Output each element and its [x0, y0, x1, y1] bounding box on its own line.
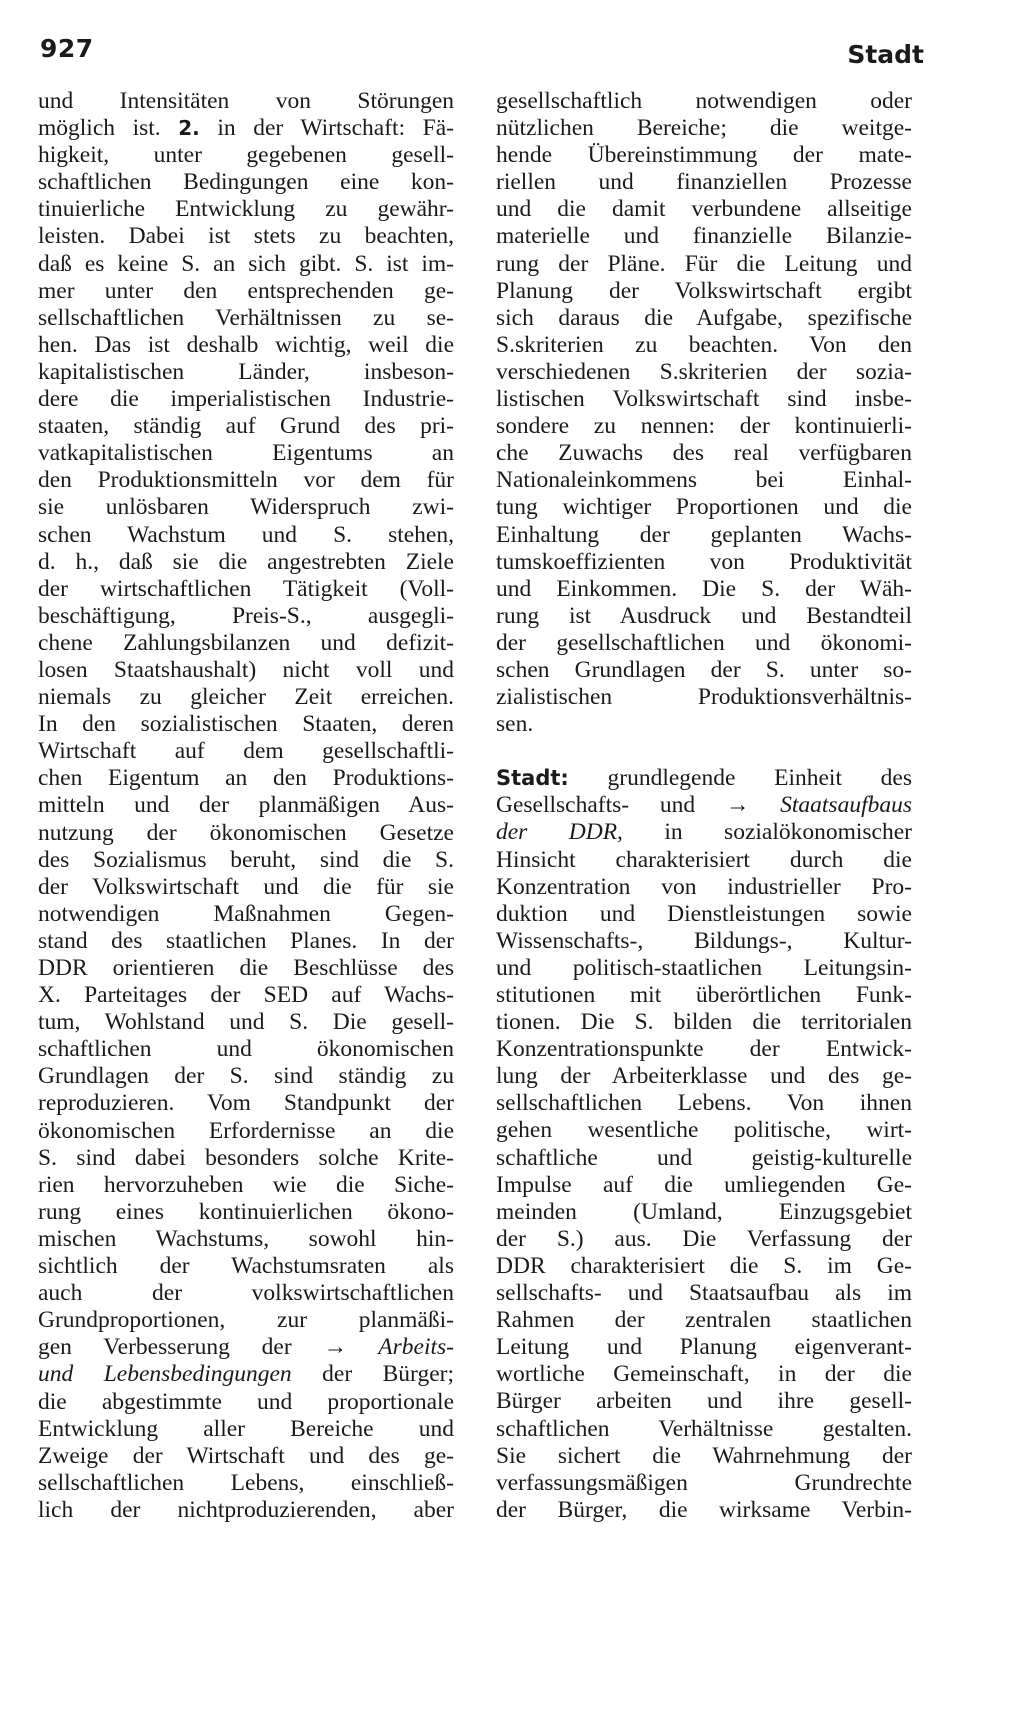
right-column: [496, 88, 912, 1524]
text-line: riellen und finanziellen Prozesse: [496, 169, 912, 196]
text-line: und die damit verbundene allseitige: [496, 196, 912, 223]
text-line: und politisch-staatlichen Leitungsin-: [496, 954, 912, 981]
text-line: [496, 792, 912, 819]
text-line: mischen Wachstums, sowohl hin-: [38, 1225, 454, 1252]
text-line: sellschaftlichen Lebens, einschließ-: [38, 1469, 454, 1496]
text-line: sie unlösbaren Widerspruch zwi-: [38, 494, 454, 521]
text-line: den Produktionsmitteln vor dem für: [38, 467, 454, 494]
text-line: zialistischen Produktionsverhältnis-: [496, 684, 912, 711]
text-line: beschäftigung, Preis-S., ausgegli-: [38, 602, 454, 629]
text-line: rien hervorzuheben wie die Siche-: [38, 1171, 454, 1198]
text-fragment: Gesellschafts- und: [496, 792, 696, 819]
text-line: auch der volkswirtschaftlichen: [38, 1280, 454, 1307]
text-line: Rahmen der zentralen staatlichen: [496, 1307, 912, 1334]
text-line: Bürger arbeiten und ihre gesell-: [496, 1388, 912, 1415]
text-fragment: möglich ist.: [38, 115, 161, 142]
running-head: Stadt: [847, 40, 924, 69]
text-line: higkeit, unter gegebenen gesell-: [38, 142, 454, 169]
text-line: listischen Volkswirtschaft sind insbe-: [496, 386, 912, 413]
text-line: S.skriterien zu beachten. Von den: [496, 331, 912, 358]
text-line: schen Grundlagen der S. unter so-: [496, 656, 912, 683]
cross-reference-link[interactable]: der DDR,: [496, 819, 623, 846]
sense-number: 2.: [178, 116, 200, 141]
text-line: DDR charakterisiert die S. im Ge-: [496, 1252, 912, 1279]
text-line: schaftlichen Bedingungen eine kon-: [38, 169, 454, 196]
text-line: der Volkswirtschaft und die für sie: [38, 873, 454, 900]
text-line: rung ist Ausdruck und Bestandteil: [496, 602, 912, 629]
page-number: 927: [40, 34, 94, 63]
text-line: schaftlichen und ökonomischen: [38, 1036, 454, 1063]
cross-reference-link[interactable]: und Lebensbedingungen: [38, 1361, 292, 1388]
text-line: mitteln und der planmäßigen Aus-: [38, 792, 454, 819]
text-line: hen. Das ist deshalb wichtig, weil die: [38, 331, 454, 358]
text-line: mer unter den entsprechenden ge-: [38, 277, 454, 304]
text-line: der wirtschaftlichen Tätigkeit (Voll-: [38, 575, 454, 602]
text-line: Wissenschafts-, Bildungs-, Kultur-: [496, 927, 912, 954]
text-line: che Zuwachs des real verfügbaren: [496, 440, 912, 467]
text-line: nutzung der ökonomischen Gesetze: [38, 819, 454, 846]
text-line: gehen wesentliche politische, wirt-: [496, 1117, 912, 1144]
text-fragment: in der Wirtschaft: Fä-: [217, 115, 454, 142]
text-line: S. sind dabei besonders solche Krite-: [38, 1144, 454, 1171]
cross-reference-link[interactable]: → Staatsaufbaus: [725, 792, 912, 819]
text-fragment: grundlegende Einheit des: [607, 765, 912, 792]
text-line: schen Wachstum und S. stehen,: [38, 521, 454, 548]
text-line: die abgestimmte und proportionale: [38, 1388, 454, 1415]
text-line: Hinsicht charakterisiert durch die: [496, 846, 912, 873]
text-line: tinuierliche Entwicklung zu gewähr-: [38, 196, 454, 223]
text-line: Leitung und Planung eigenverant-: [496, 1334, 912, 1361]
text-line: dere die imperialistischen Industrie-: [38, 386, 454, 413]
text-line: vatkapitalistischen Eigentums an: [38, 440, 454, 467]
text-line: [496, 819, 912, 846]
text-line: der Bürger, die wirksame Verbin-: [496, 1496, 912, 1523]
text-line: In den sozialistischen Staaten, deren: [38, 711, 454, 738]
text-line: tung wichtiger Proportionen und die: [496, 494, 912, 521]
text-line: sellschafts- und Staatsaufbau als im: [496, 1280, 912, 1307]
text-line: Einhaltung der geplanten Wachs-: [496, 521, 912, 548]
text-fragment: in sozialökonomischer: [664, 819, 912, 846]
text-line: des Sozialismus beruht, sind die S.: [38, 846, 454, 873]
text-line: materielle und finanzielle Bilanzie-: [496, 223, 912, 250]
text-line: [38, 115, 454, 142]
entry-headword: Stadt:: [496, 766, 569, 791]
text-line: niemals zu gleicher Zeit erreichen.: [38, 684, 454, 711]
text-line: der S.) aus. Die Verfassung der: [496, 1225, 912, 1252]
text-line: tionen. Die S. bilden die territorialen: [496, 1009, 912, 1036]
text-line: chen Eigentum an den Produktions-: [38, 765, 454, 792]
text-line: DDR orientieren die Beschlüsse des: [38, 955, 454, 981]
text-line: kapitalistischen Länder, insbeson-: [38, 358, 454, 385]
text-line: X. Parteitages der SED auf Wachs-: [38, 982, 454, 1009]
text-line: tum, Wohlstand und S. Die gesell-: [38, 1009, 454, 1036]
text-line: schaftliche und geistig-kulturelle: [496, 1144, 912, 1171]
text-line: sellschaftlichen Verhältnissen zu se-: [38, 304, 454, 331]
text-line: d. h., daß sie die angestrebten Ziele: [38, 548, 454, 575]
text-line: rung der Pläne. Für die Leitung und: [496, 250, 912, 277]
text-line: stitutionen mit überörtlichen Funk-: [496, 982, 912, 1008]
text-line: Konzentrationspunkte der Entwick-: [496, 1036, 912, 1063]
entry-separator: [496, 738, 912, 765]
text-line: duktion und Dienstleistungen sowie: [496, 900, 912, 927]
text-line: und Intensitäten von Störungen: [38, 88, 454, 114]
text-line: Grundproportionen, zur planmäßi-: [38, 1307, 454, 1334]
text-line: ökonomischen Erfordernisse an die: [38, 1117, 454, 1144]
text-line: Zweige der Wirtschaft und des ge-: [38, 1442, 454, 1469]
text-line: nützlichen Bereiche; die weitge-: [496, 115, 912, 142]
text-line: Wirtschaft auf dem gesellschaftli-: [38, 738, 454, 765]
text-line: meinden (Umland, Einzugsgebiet: [496, 1198, 912, 1225]
text-line: hende Übereinstimmung der mate-: [496, 142, 912, 169]
text-line: und Einkommen. Die S. der Wäh-: [496, 575, 912, 602]
text-line: rung eines kontinuierlichen ökono-: [38, 1198, 454, 1225]
text-line: wortliche Gemeinschaft, in der die: [496, 1361, 912, 1388]
left-column: [38, 88, 454, 1524]
text-line: lung der Arbeiterklasse und des ge-: [496, 1063, 912, 1090]
text-line: Nationaleinkommens bei Einhal-: [496, 467, 912, 494]
text-line: verfassungsmäßigen Grundrechte: [496, 1469, 912, 1496]
text-line: notwendigen Maßnahmen Gegen-: [38, 900, 454, 927]
text-line: sen.: [496, 711, 534, 738]
text-line: staaten, ständig auf Grund des pri-: [38, 413, 454, 440]
text-line: chene Zahlungsbilanzen und defizit-: [38, 629, 454, 656]
text-fragment: der Bürger;: [322, 1361, 454, 1388]
text-line: reproduzieren. Vom Standpunkt der: [38, 1090, 454, 1117]
text-line: daß es keine S. an sich gibt. S. ist im-: [38, 250, 454, 277]
text-line: schaftlichen Verhältnisse gestalten.: [496, 1415, 912, 1442]
text-line: Sie sichert die Wahrnehmung der: [496, 1442, 912, 1469]
text-line: Entwicklung aller Bereiche und: [38, 1415, 454, 1442]
text-line: lich der nichtproduzierenden, aber: [38, 1496, 454, 1523]
text-line: stand des staatlichen Planes. In der: [38, 927, 454, 954]
text-line: Impulse auf die umliegenden Ge-: [496, 1171, 912, 1198]
cross-reference-link[interactable]: → Arbeits-: [323, 1334, 454, 1361]
text-fragment: gen Verbesserung der: [38, 1334, 292, 1361]
text-line: Grundlagen der S. sind ständig zu: [38, 1063, 454, 1090]
text-line: leisten. Dabei ist stets zu beachten,: [38, 223, 454, 250]
text-line: sellschaftlichen Lebens. Von ihnen: [496, 1090, 912, 1117]
text-line: Planung der Volkswirtschaft ergibt: [496, 277, 912, 304]
text-line: verschiedenen S.skriterien der sozia-: [496, 358, 912, 385]
text-line: sondere zu nennen: der kontinuierli-: [496, 413, 912, 440]
text-line: sichtlich der Wachstumsraten als: [38, 1253, 454, 1280]
text-line: gesellschaftlich notwendigen oder: [496, 88, 912, 114]
text-line: losen Staatshaushalt) nicht voll und: [38, 656, 454, 683]
text-line: sich daraus die Aufgabe, spezifische: [496, 304, 912, 331]
text-line: der gesellschaftlichen und ökonomi-: [496, 629, 912, 656]
entry-first-line: [496, 765, 912, 792]
text-line: [38, 1334, 454, 1361]
text-line: tumskoeffizienten von Produktivität: [496, 548, 912, 575]
text-line: [38, 1361, 454, 1388]
text-line: Konzentration von industrieller Pro-: [496, 873, 912, 900]
